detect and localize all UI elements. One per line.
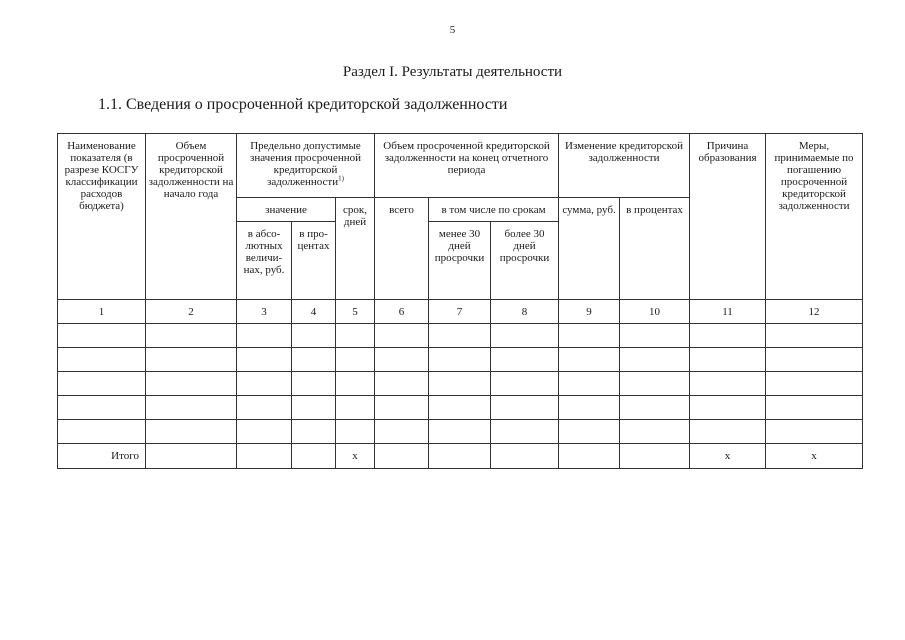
table-cell[interactable] [429,420,491,444]
table-cell[interactable] [58,396,146,420]
table-cell[interactable] [292,348,336,372]
table-cell[interactable] [336,420,375,444]
table-row [58,324,863,348]
header-overdue-end-period: Объем просроченной кредиторской задолженности на конец отчетного периода [375,134,559,198]
table-cell[interactable] [237,348,292,372]
table-cell[interactable] [375,348,429,372]
table-cell[interactable] [146,444,237,469]
table-cell[interactable] [690,348,766,372]
table-cell[interactable] [58,324,146,348]
table-cell[interactable] [375,324,429,348]
table-cell[interactable] [620,372,690,396]
table-cell[interactable] [336,396,375,420]
column-number: 8 [491,300,559,324]
table-cell[interactable] [429,444,491,469]
table-cell[interactable] [375,420,429,444]
subsection-title: 1.1. Сведения о просроченной кредиторской задолженности [98,96,508,113]
header-change: Изменение кредиторской задолженности [559,134,690,198]
table-cell[interactable] [292,396,336,420]
table-cell[interactable] [58,372,146,396]
table-cell[interactable] [620,396,690,420]
header-reason: Причина образования [690,134,766,300]
column-number: 7 [429,300,491,324]
table-cell[interactable] [690,420,766,444]
header-less-30-days: менее 30 дней просрочки [429,222,491,300]
column-number: 12 [766,300,863,324]
header-limits [237,134,375,198]
column-number: 1 [58,300,146,324]
column-number: 6 [375,300,429,324]
table-cell[interactable] [620,420,690,444]
table-cell[interactable] [559,324,620,348]
table-cell[interactable] [766,420,863,444]
table-cell[interactable] [292,444,336,469]
header-more-30-days: более 30 дней просрочки [491,222,559,300]
table-cell[interactable] [375,444,429,469]
table-cell[interactable] [766,324,863,348]
table-cell[interactable] [146,348,237,372]
footnote-marker: 1) [338,174,344,183]
header-indicator-name: Наименование показателя (в разрезе КОСГУ классификации расходов бюджета) [58,134,146,300]
table-row [58,372,863,396]
column-number: 11 [690,300,766,324]
table-cell[interactable] [336,324,375,348]
column-numbers-row [58,300,863,324]
table-cell[interactable] [559,396,620,420]
table-cell[interactable] [58,348,146,372]
table-cell[interactable] [292,372,336,396]
total-reason-mark: x [690,444,766,469]
overdue-payables-table [57,133,863,469]
table-cell[interactable] [491,444,559,469]
table-row [58,420,863,444]
header-total: всего [375,198,429,300]
table-cell[interactable] [766,372,863,396]
table-cell[interactable] [491,396,559,420]
total-label: Итого [58,444,146,469]
header-change-percent: в процентах [620,198,690,300]
table-cell[interactable] [375,372,429,396]
header-measures: Меры, принимаемые по погашению просроченной кредиторской задолженности [766,134,863,300]
header-percent-value: в про-центах [292,222,336,300]
header-start-year-volume: Объем просроченной кредиторской задолженности на начало года [146,134,237,300]
table-cell[interactable] [559,348,620,372]
table-cell[interactable] [146,396,237,420]
table-cell[interactable] [237,324,292,348]
page-number: 5 [449,24,456,36]
table-cell[interactable] [766,396,863,420]
table-cell[interactable] [429,348,491,372]
header-change-sum: сумма, руб. [559,198,620,300]
table-cell[interactable] [237,396,292,420]
total-row [58,444,863,469]
table-cell[interactable] [146,324,237,348]
table-cell[interactable] [429,396,491,420]
table-cell[interactable] [491,324,559,348]
section-title: Раздел I. Результаты деятельности [342,64,563,80]
table-cell[interactable] [146,372,237,396]
table-cell[interactable] [491,372,559,396]
table-cell[interactable] [237,420,292,444]
column-number: 10 [620,300,690,324]
table-cell[interactable] [58,420,146,444]
table-row [58,348,863,372]
table-cell[interactable] [375,396,429,420]
table-cell[interactable] [429,324,491,348]
header-by-terms: в том числе по срокам [429,198,559,222]
table-cell[interactable] [336,348,375,372]
table-cell[interactable] [491,348,559,372]
table-cell[interactable] [336,372,375,396]
table-cell[interactable] [690,372,766,396]
table-cell[interactable] [292,420,336,444]
table-cell[interactable] [690,396,766,420]
table-row [58,396,863,420]
table-cell[interactable] [237,372,292,396]
table-cell[interactable] [146,420,237,444]
column-number: 2 [146,300,237,324]
table-cell[interactable] [766,348,863,372]
header-limits-text: Предельно допустимые значения просроченной кредиторской задолженности [249,140,361,188]
table-cell[interactable] [491,420,559,444]
header-value: значение [237,198,336,222]
table-cell[interactable] [690,324,766,348]
table-cell[interactable] [559,444,620,469]
table-cell[interactable] [620,324,690,348]
table-cell[interactable] [237,444,292,469]
column-number: 3 [237,300,292,324]
total-measures-mark: x [766,444,863,469]
column-number: 4 [292,300,336,324]
table-cell[interactable] [620,348,690,372]
total-term-mark: x [336,444,375,469]
table-cell[interactable] [559,372,620,396]
table-cell[interactable] [292,324,336,348]
table-cell[interactable] [429,372,491,396]
column-number: 5 [336,300,375,324]
column-number: 9 [559,300,620,324]
table-cell[interactable] [620,444,690,469]
header-absolute-value: в абсо-лютных величи-нах, руб. [237,222,292,300]
table-cell[interactable] [559,420,620,444]
header-term-days: срок, дней [336,198,375,300]
